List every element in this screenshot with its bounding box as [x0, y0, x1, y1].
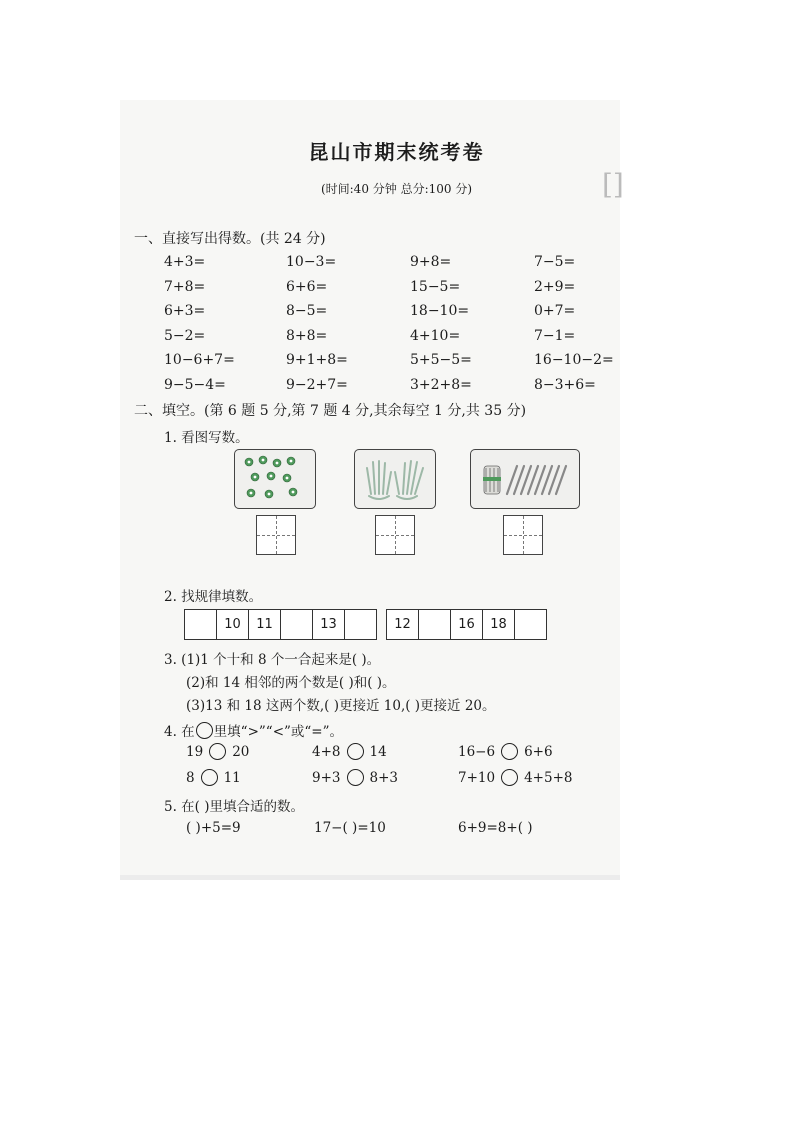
compare-right: 6+6	[524, 743, 553, 760]
equation: 10−6+7=	[164, 352, 235, 369]
scan-artifact-icon: []	[602, 168, 624, 201]
comparison-item	[186, 769, 241, 786]
exam-title: 昆山市期末统考卷	[308, 140, 485, 164]
equation: 15−5=	[410, 278, 461, 295]
compare-right: 20	[232, 743, 250, 760]
sequence-box-2	[386, 609, 547, 640]
compare-right: 4+5+8	[524, 769, 573, 786]
question-2-label: 2. 找规律填数。	[164, 589, 263, 605]
flowers-picture	[234, 449, 316, 509]
equation: 9−5−4=	[164, 376, 226, 393]
compare-left: 7+10	[458, 769, 496, 786]
fill-blank-item[interactable]: 6+9=8+( )	[458, 820, 533, 836]
compare-circle[interactable]	[501, 769, 518, 786]
sequence-cell: 10	[217, 610, 249, 639]
sequence-cell: 12	[387, 610, 419, 639]
sequence-cell[interactable]	[419, 610, 451, 639]
compare-left: 8	[186, 769, 195, 786]
comparison-item	[186, 743, 249, 760]
compare-right: 14	[369, 743, 387, 760]
sequence-cell: 18	[483, 610, 515, 639]
equation: 7−5=	[534, 254, 576, 270]
question-4-label-pre: 4. 在	[164, 724, 195, 740]
compare-left: 4+8	[312, 743, 341, 760]
answer-grid[interactable]	[503, 515, 543, 555]
equation-row	[164, 277, 658, 302]
comparison-item	[458, 769, 572, 786]
equation: 5+5−5=	[410, 352, 472, 369]
equation-row	[164, 375, 658, 400]
sequence-cell[interactable]	[345, 610, 376, 639]
question-4-label	[164, 720, 343, 740]
sequence-cell[interactable]	[515, 610, 546, 639]
exam-subtitle: (时间:40 分钟 总分:100 分)	[320, 182, 473, 196]
flower-icon	[235, 450, 315, 508]
equation: 7−1=	[534, 327, 576, 344]
equation-row	[164, 301, 658, 326]
compare-circle[interactable]	[347, 743, 364, 760]
compare-left: 9+3	[312, 769, 341, 786]
comparison-item	[312, 769, 398, 786]
question-1-label: 1. 看图写数。	[164, 430, 249, 446]
answer-grid[interactable]	[375, 515, 415, 555]
equation-row	[164, 350, 658, 375]
sticks-picture	[470, 449, 580, 509]
equation: 18−10=	[410, 303, 470, 320]
compare-left: 16−6	[458, 743, 496, 760]
equation: 7+8=	[164, 278, 206, 295]
hands-picture	[354, 449, 436, 509]
equation: 9+8=	[410, 254, 452, 270]
sequence-cell: 16	[451, 610, 483, 639]
equation-row	[164, 252, 658, 277]
equation: 6+6=	[286, 278, 328, 295]
question-5-label: 5. 在( )里填合适的数。	[164, 799, 304, 815]
question-3-line-3: (3)13 和 18 这两个数,( )更接近 10,( )更接近 20。	[186, 698, 496, 714]
compare-right: 11	[223, 769, 241, 786]
equation: 2+9=	[534, 278, 576, 295]
equation: 8−3+6=	[534, 376, 596, 393]
equation: 4+3=	[164, 254, 206, 270]
comparison-item	[312, 743, 387, 760]
paper-edge	[120, 875, 620, 880]
equation: 4+10=	[410, 327, 461, 344]
equation-grid	[164, 252, 658, 400]
equation: 9+1+8=	[286, 352, 348, 369]
sequence-cell: 11	[249, 610, 281, 639]
fill-blank-item[interactable]: 17−( )=10	[314, 820, 386, 836]
question-3-line-2: (2)和 14 相邻的两个数是( )和( )。	[186, 675, 396, 691]
compare-left: 19	[186, 743, 204, 760]
compare-circle[interactable]	[347, 769, 364, 786]
hand-icon	[355, 450, 435, 508]
equation: 9−2+7=	[286, 376, 348, 393]
section2-heading: 二、填空。(第 6 题 5 分,第 7 题 4 分,其余每空 1 分,共 35 分)	[134, 403, 527, 419]
fill-blank-item[interactable]: ( )+5=9	[186, 820, 241, 836]
equation: 16−10−2=	[534, 352, 614, 369]
equation: 8−5=	[286, 303, 328, 320]
sequence-cell: 13	[313, 610, 345, 639]
compare-circle[interactable]	[201, 769, 218, 786]
compare-right: 8+3	[369, 769, 398, 786]
equation: 3+2+8=	[410, 376, 472, 393]
comparison-item	[458, 743, 553, 760]
equation: 10−3=	[286, 254, 337, 270]
section1-heading: 一、直接写出得数。(共 24 分)	[134, 231, 326, 247]
equation: 6+3=	[164, 303, 206, 320]
equation: 8+8=	[286, 327, 328, 344]
compare-circle[interactable]	[501, 743, 518, 760]
sequence-cell[interactable]	[185, 610, 217, 639]
question-3-line-1: 3. (1)1 个十和 8 个一合起来是( )。	[164, 652, 381, 668]
circle-icon	[196, 722, 213, 739]
compare-circle[interactable]	[209, 743, 226, 760]
equation: 5−2=	[164, 327, 206, 344]
equation-row	[164, 326, 658, 351]
question-4-label-post: 里填“>”“<”或“=”。	[213, 724, 344, 740]
sequence-cell[interactable]	[281, 610, 313, 639]
answer-grid[interactable]	[256, 515, 296, 555]
stick-bundle-icon	[471, 450, 579, 508]
equation: 0+7=	[534, 303, 576, 320]
sequence-box-1	[184, 609, 377, 640]
